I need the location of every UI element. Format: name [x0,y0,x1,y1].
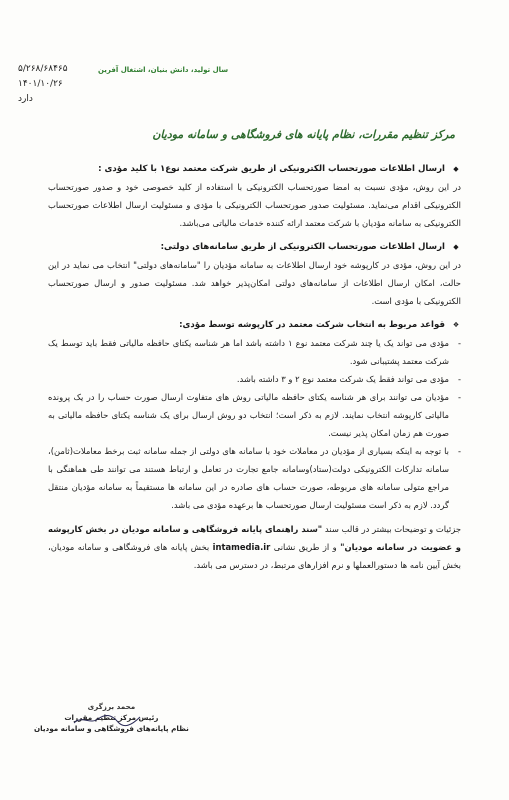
section-2-line: ارسال صورتحساب الکترونیکی با مؤدی است. [48,278,461,306]
section-3-heading [48,316,461,334]
letter-body [48,160,461,574]
section-1-heading [48,160,461,178]
section-1-body [48,178,461,232]
signatory-role: رئیس مرکز تنظیم مقررات [64,713,159,722]
list-item: - مؤدی می تواند فقط یک شرکت معتمد نوع ۲ و ۳ داشته باشد. [48,370,461,388]
section-1-line: صورتحساب الکترونیکی اقدام می‌نماید. مسئولیت صدور صورتحساب الکترونیکی با مؤدی و مسئولیت ارسال [48,182,461,210]
section-2-line: در این روش، مؤدی در کارپوشه خود ارسال اطلاعات به سامانه مؤدیان را "سامانه‌های دولتی" انتخاب می [92,260,461,270]
signatory-department: نظام پایانه‌های فروشگاهی و سامانه مودیان [34,724,189,733]
letter-date: ۱۴۰۱/۱۰/۲۶ [18,79,63,89]
letter-attachment: دارد [18,94,33,104]
list-item: - با توجه به اینکه بسیاری از مؤدیان در معاملات خود با سامانه های دولتی از جمله سامانه ثبت برخط معاملات(ثامن)، سامانه تدارکات الکترونیکی دولت(ستاد)وسامانه جامع تجارت در تعامل و ارتباط هستند می توانند طی هماهنگی با مراجع متولی سامانه های مربوطه، صورت حساب های صادره در این سامانه ها مستقیماً به سامانه مؤدیان منتقل گردد. لازم به ذکر است مسئولیت ارسال صورتحساب ها برعهده مؤدی می باشد. [48,442,461,514]
list-item: - مؤدی می تواند یک یا چند شرکت معتمد نوع ۱ داشته باشد اما هر شناسه یکتای حافظه مالیاتی فقط باید توسط یک شرکت معتمد پشتیبانی شود. [48,334,461,370]
diamond-bullet-icon: ◆ [453,243,459,251]
section-3-title: قواعد مربوط به انتخاب شرکت معتمد در کارپوشه توسط مؤدی: [179,320,445,330]
section-1-line: اطلاعات صورتحساب الکترونیکی به سامانه مؤدیان با شرکت معتمد ارائه کننده خدمات مالیاتی می‌باشد. [48,200,461,228]
section-2-heading [48,238,461,256]
signature-scrawl-icon [72,713,142,727]
signatory-name: محمد برزگری [87,702,136,711]
section-2-body [48,256,461,310]
section-2 [48,238,461,310]
section-1 [48,160,461,232]
letter-number: ۵/۲۶۸/۶۸۴۶۵ [18,64,68,74]
section-1-line: در این روش، مؤدی نسبت به امضا صورتحساب الکترونیکی با استفاده از کلید خصوصی خود و صدور [93,182,462,192]
list-item: - مؤدیان می توانند برای هر شناسه یکتای حافظه مالیاتی روش های متفاوت ارسال صورت حساب را در یک پرونده مالیاتی کارپوشه انتخاب نمایند. لازم به ذکر است؛ انتخاب دو روش ارسال برای یک شناسه یکتای حافظه مالیاتی به صورت هم زمان امکان پذیر نیست. [48,388,461,442]
rules-list [48,334,461,514]
closing-part-2: و از طریق نشانی [270,542,341,552]
closing-part-3: بخش پایانه های فروشگاهی و سامانه مودیان، بخش آیین نامه ها دستورالعملها و نرم افزارهای مرتبط، در دسترس می باشد. [48,542,461,570]
year-slogan: سال تولید، دانش بنیان، اشتغال آفرین [98,66,229,74]
organization-title: مرکز تنظیم مقررات، نظام پایانه های فروشگاهی و سامانه مودیان [152,128,455,141]
section-3 [48,316,461,514]
letter-meta [18,62,68,107]
website-link[interactable]: intamedia.ir [212,542,271,552]
closing-part-1: جزئیات و توضیحات بیشتر در قالب سند [322,524,462,534]
section-1-title: ارسال اطلاعات صورتحساب الکترونیکی از طریق شرکت معتمد نوع۱ با کلید مؤدی : [98,164,445,174]
diamond-bullet-icon: ◆ [453,165,459,173]
section-2-title: ارسال اطلاعات صورتحساب الکترونیکی از طریق سامانه‌های دولتی: [160,242,445,252]
guide-document-name: "سند راهنمای پایانه فروشگاهی و سامانه مودیان در بخش کارپوشه و عضویت در سامانه مودیان" [48,524,461,552]
closing-paragraph [48,520,461,574]
section-2-line: نماید در این حالت، امکان ارسال اطلاعات از سامانه‌های دولتی امکان‌پذیر خواهد شد. مسئولیت صدور و [48,260,461,288]
diamond-bullet-icon: ❖ [452,321,460,329]
